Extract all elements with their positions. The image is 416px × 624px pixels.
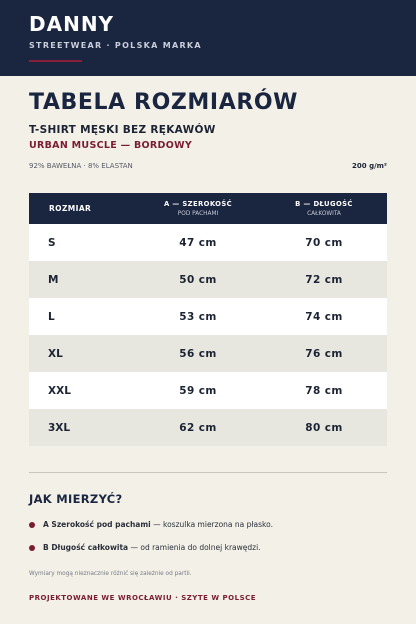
header-col-a-sub: POD PACHAMI <box>177 211 219 217</box>
section-divider <box>29 472 387 473</box>
cell-size: L <box>48 310 55 323</box>
bullet-dot-icon <box>29 522 35 528</box>
disclaimer: Wymiary mogą nieznacznie różnić się zależnie od partii. <box>29 571 192 577</box>
size-table <box>29 193 387 446</box>
cell-length: 72 cm <box>305 273 343 286</box>
material-composition: 92% BAWEŁNA · 8% ELASTAN <box>29 162 133 170</box>
cell-width: 50 cm <box>179 273 217 286</box>
product-subtitle: T-SHIRT MĘSKI BEZ RĘKAWÓW <box>29 124 216 136</box>
page-title: TABELA ROZMIARÓW <box>29 90 299 115</box>
header-col-a <box>135 200 261 217</box>
measure-note-b <box>29 543 261 552</box>
cell-width: 53 cm <box>179 310 217 323</box>
cell-length: 78 cm <box>305 384 343 397</box>
cell-size: S <box>48 236 56 249</box>
table-row <box>29 372 387 409</box>
cell-width: 47 cm <box>179 236 217 249</box>
cell-length: 70 cm <box>305 236 343 249</box>
note-b-text: — od ramienia do dolnej krawędzi. <box>128 543 261 552</box>
table-row <box>29 335 387 372</box>
product-variant: URBAN MUSCLE — BORDOWY <box>29 140 193 151</box>
footer-text: PROJEKTOWANE WE WROCŁAWIU · SZYTE W POLSCE <box>29 594 257 602</box>
header <box>0 0 416 76</box>
cell-size: XXL <box>48 384 71 397</box>
brand-tagline: STREETWEAR · POLSKA MARKA <box>29 41 202 50</box>
header-col-a-label: A — SZEROKOŚĆ <box>163 200 233 208</box>
header-col-b <box>261 200 387 217</box>
cell-width: 62 cm <box>179 421 217 434</box>
table-header <box>29 193 387 224</box>
accent-divider <box>29 60 82 62</box>
cell-size: XL <box>48 347 63 360</box>
cell-size: M <box>48 273 59 286</box>
table-row <box>29 409 387 446</box>
note-a-label: A Szerokość pod pachami <box>43 520 151 529</box>
cell-length: 74 cm <box>305 310 343 323</box>
header-col-b-label: B — DŁUGOŚĆ <box>295 200 353 208</box>
cell-width: 56 cm <box>179 347 217 360</box>
brand-logo: DANNY <box>29 12 115 36</box>
bullet-dot-icon <box>29 545 35 551</box>
measure-note-a <box>29 520 273 529</box>
cell-length: 80 cm <box>305 421 343 434</box>
note-a-text: — koszulka mierzona na płasko. <box>150 520 273 529</box>
cell-size: 3XL <box>48 421 71 434</box>
header-size: ROZMIAR <box>49 204 92 213</box>
table-row <box>29 298 387 335</box>
note-b-label: B Długość całkowita <box>43 543 129 552</box>
table-row <box>29 261 387 298</box>
cell-length: 76 cm <box>305 347 343 360</box>
cell-width: 59 cm <box>179 384 217 397</box>
table-row <box>29 224 387 261</box>
header-col-b-sub: CAŁKOWITA <box>307 211 341 217</box>
how-to-measure-title: JAK MIERZYĆ? <box>29 492 123 506</box>
fabric-weight: 200 g/m² <box>352 162 387 170</box>
